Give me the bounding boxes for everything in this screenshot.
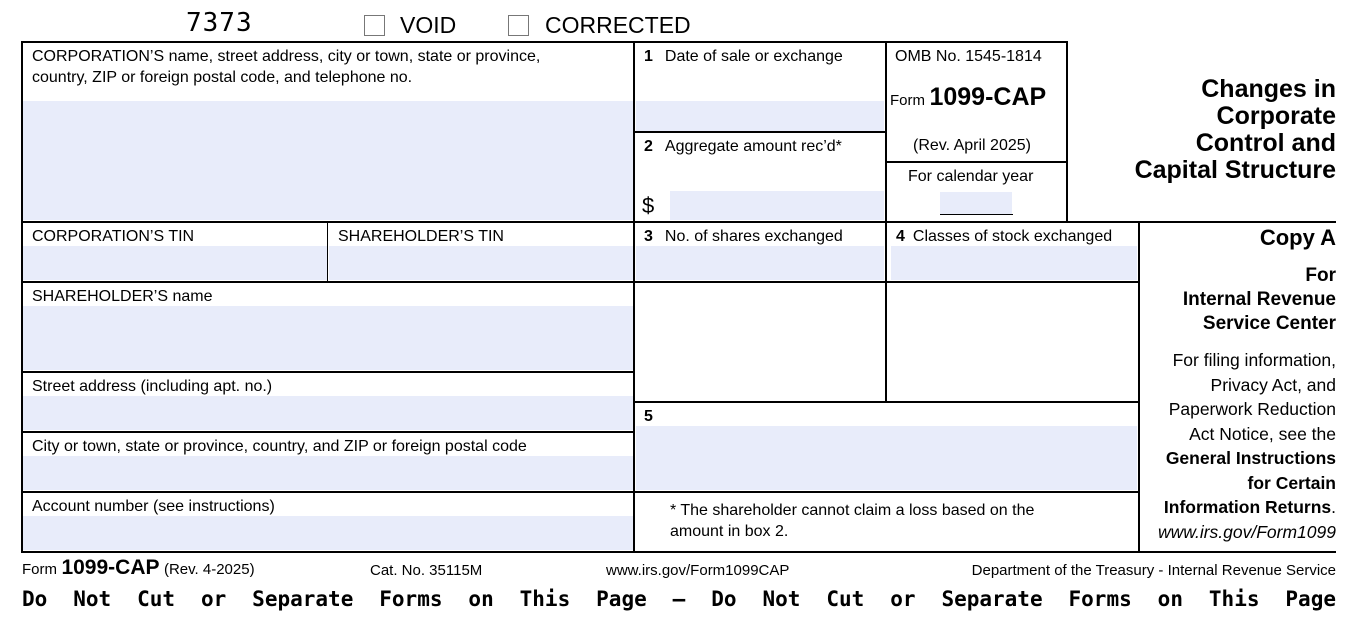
corrected-label: CORRECTED — [545, 12, 691, 38]
corporation-name-label-1: CORPORATION’S name, street address, city or town, state or province, — [32, 48, 541, 65]
street-address-label: Street address (including apt. no.) — [32, 378, 273, 395]
box2-number: 2 — [644, 138, 653, 155]
footnote-line-1: * The shareholder cannot claim a loss based on the — [670, 502, 1035, 519]
corporation-tin-field[interactable] — [23, 246, 327, 280]
box3-text: No. of shares exchanged — [664, 228, 843, 245]
box3-number: 3 — [644, 228, 653, 245]
corporation-tin-label: CORPORATION’S TIN — [32, 228, 195, 245]
box4-text: Classes of stock exchanged — [912, 228, 1113, 245]
account-number-field[interactable] — [23, 516, 633, 550]
box3-label — [644, 226, 843, 247]
box1-text: Date of sale or exchange — [664, 48, 843, 65]
shareholder-name-field[interactable] — [23, 306, 633, 370]
shareholder-name-label: SHAREHOLDER’S name — [32, 288, 213, 305]
void-checkbox[interactable] — [364, 15, 385, 36]
box2-text: Aggregate amount rec’d* — [664, 138, 842, 155]
omb-number: OMB No. 1545-1814 — [895, 48, 1042, 65]
do-not-cut-notice: Do Not Cut or Separate Forms on This Page — Do Not Cut or Separate Forms on This Page — [22, 587, 1336, 611]
box1-number: 1 — [644, 48, 653, 65]
box1-date-field[interactable] — [636, 101, 884, 131]
department-label: Department of the Treasury - Internal Revenue Service — [971, 562, 1336, 579]
city-field[interactable] — [23, 456, 633, 490]
street-address-field[interactable] — [23, 396, 633, 430]
shareholder-tin-label: SHAREHOLDER’S TIN — [338, 228, 504, 245]
irs-forms-link[interactable]: www.irs.gov/Form1099 — [1158, 521, 1336, 542]
revision-date: (Rev. April 2025) — [913, 137, 1031, 154]
shareholder-tin-field[interactable] — [329, 246, 633, 280]
account-number-label: Account number (see instructions) — [32, 498, 275, 515]
box4-label — [896, 226, 1112, 247]
corrected-checkbox[interactable] — [508, 15, 529, 36]
form-number: 1099-CAP — [929, 83, 1047, 111]
dollar-sign: $ — [642, 193, 655, 218]
box4-number: 4 — [896, 228, 905, 245]
form-name-title: Changes in Corporate Control and Capital Structure — [1134, 75, 1336, 184]
form-code: 7373 — [186, 8, 253, 38]
box4-classes-field[interactable] — [891, 246, 1137, 280]
box3-shares-field[interactable] — [636, 246, 884, 280]
filing-info: For filing information, Privacy Act, and Paperwork Reduction Act Notice, see the General Instructions for Certain Information Returns. www.irs.gov/Form1099 — [1158, 348, 1336, 544]
footnote-line-2: amount in box 2. — [670, 523, 789, 540]
box2-label — [644, 136, 842, 157]
corporation-name-label-2: country, ZIP or foreign postal code, and telephone no. — [32, 69, 413, 86]
copy-for-irs: For Internal Revenue Service Center — [1182, 265, 1336, 334]
copy-a-label: Copy A — [1259, 225, 1336, 250]
footer-form-id: Form 1099-CAP (Rev. 4-2025) — [22, 556, 255, 579]
box5-field[interactable] — [636, 426, 1137, 490]
footer-url: www.irs.gov/Form1099CAP — [606, 562, 790, 579]
calendar-year-field[interactable] — [940, 192, 1012, 214]
form-title — [890, 83, 1046, 112]
box2-amount-field[interactable] — [670, 191, 884, 220]
box5-number: 5 — [644, 408, 653, 425]
city-label: City or town, state or province, country, and ZIP or foreign postal code — [32, 438, 527, 455]
form-word: Form — [890, 92, 925, 109]
catalog-number: Cat. No. 35115M — [370, 562, 483, 579]
calendar-year-label: For calendar year — [908, 168, 1034, 185]
corporation-name-field[interactable] — [23, 101, 633, 220]
void-label: VOID — [400, 12, 457, 38]
box1-label — [644, 46, 843, 67]
